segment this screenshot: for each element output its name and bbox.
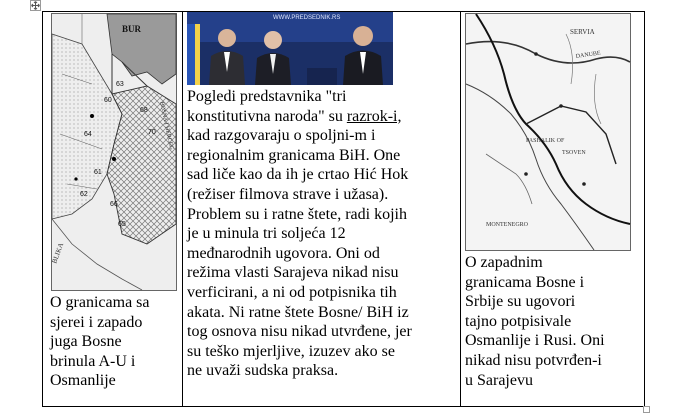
left-caption: O granicama sa sjerei i zapado juga Bosne brinula A-U i Osmanlije xyxy=(50,294,150,390)
historical-map-bosnia-image xyxy=(51,13,177,291)
map-label-lower: TSOVEN xyxy=(562,150,586,156)
map-label-side: BOSNA I HERCEG xyxy=(158,101,175,151)
map-number: 63 xyxy=(116,81,124,88)
map-label-top: BUR xyxy=(122,24,142,34)
historical-map-serbia-image xyxy=(465,13,631,251)
move-arrows-icon xyxy=(31,1,40,10)
map-number: 60 xyxy=(104,97,112,104)
map-number: 62 xyxy=(80,191,88,198)
table-cell-right[interactable] xyxy=(461,12,645,407)
map-number: 68 xyxy=(140,107,148,114)
press-conference-photo xyxy=(187,12,393,85)
table-row xyxy=(43,12,645,407)
table-resize-handle[interactable] xyxy=(643,406,650,413)
map-label-middle: PASHALIK OF xyxy=(526,138,565,144)
map-label-river: DANUBE xyxy=(575,50,602,60)
map-number: 64 xyxy=(84,131,92,138)
middle-text-before: Pogledi predstavnika "tri konstitutivna naroda" su xyxy=(187,88,347,125)
photo-banner-text: WWW.PREDSEDNIK.RS xyxy=(273,15,341,21)
map-number: 61 xyxy=(94,169,102,176)
map-number: 70 xyxy=(148,129,156,136)
table-cell-middle[interactable] xyxy=(183,12,461,407)
table-move-handle[interactable] xyxy=(30,0,41,11)
middle-body-text xyxy=(183,87,460,381)
map-number: 66 xyxy=(110,201,118,208)
right-caption: O zapadnim granicama Bosne i Srbije su ugovori tajno potpisivale Osmanlije i Rusi. Oni nikad nisu potvrđen-i u Sarajevu xyxy=(465,254,605,389)
map-label-top: SERVIA xyxy=(570,28,595,36)
table-cell-left[interactable] xyxy=(43,12,183,407)
map-label-bottom: MONTENEGRO xyxy=(486,222,528,228)
map-number: 65 xyxy=(118,221,126,228)
map-label-bottom: BLIKA xyxy=(50,241,66,265)
middle-text-underlined: razrok-i, xyxy=(346,107,402,125)
middle-text-after: kad razgovaraju o spoljni-m i regionalnim granicama BiH. One sad liče kao da ih je crtao Hić Hok (režiser filmova strave i užasa). Problem su i ratne štete, radi kojih je u minula tri soljeća 12 međnarodnih ugovora. Oni od režima vlasti Sarajeva nikad nisu verficirani, a ni od potpisnika tih akata. Ni ratne štete Bosne/ BiH iz tog osnova nisu nikad utvrđene, jer su teško mjerljive, izuzev ako se ne uvaži sudska praksa. xyxy=(187,127,412,380)
document-table xyxy=(42,11,645,407)
